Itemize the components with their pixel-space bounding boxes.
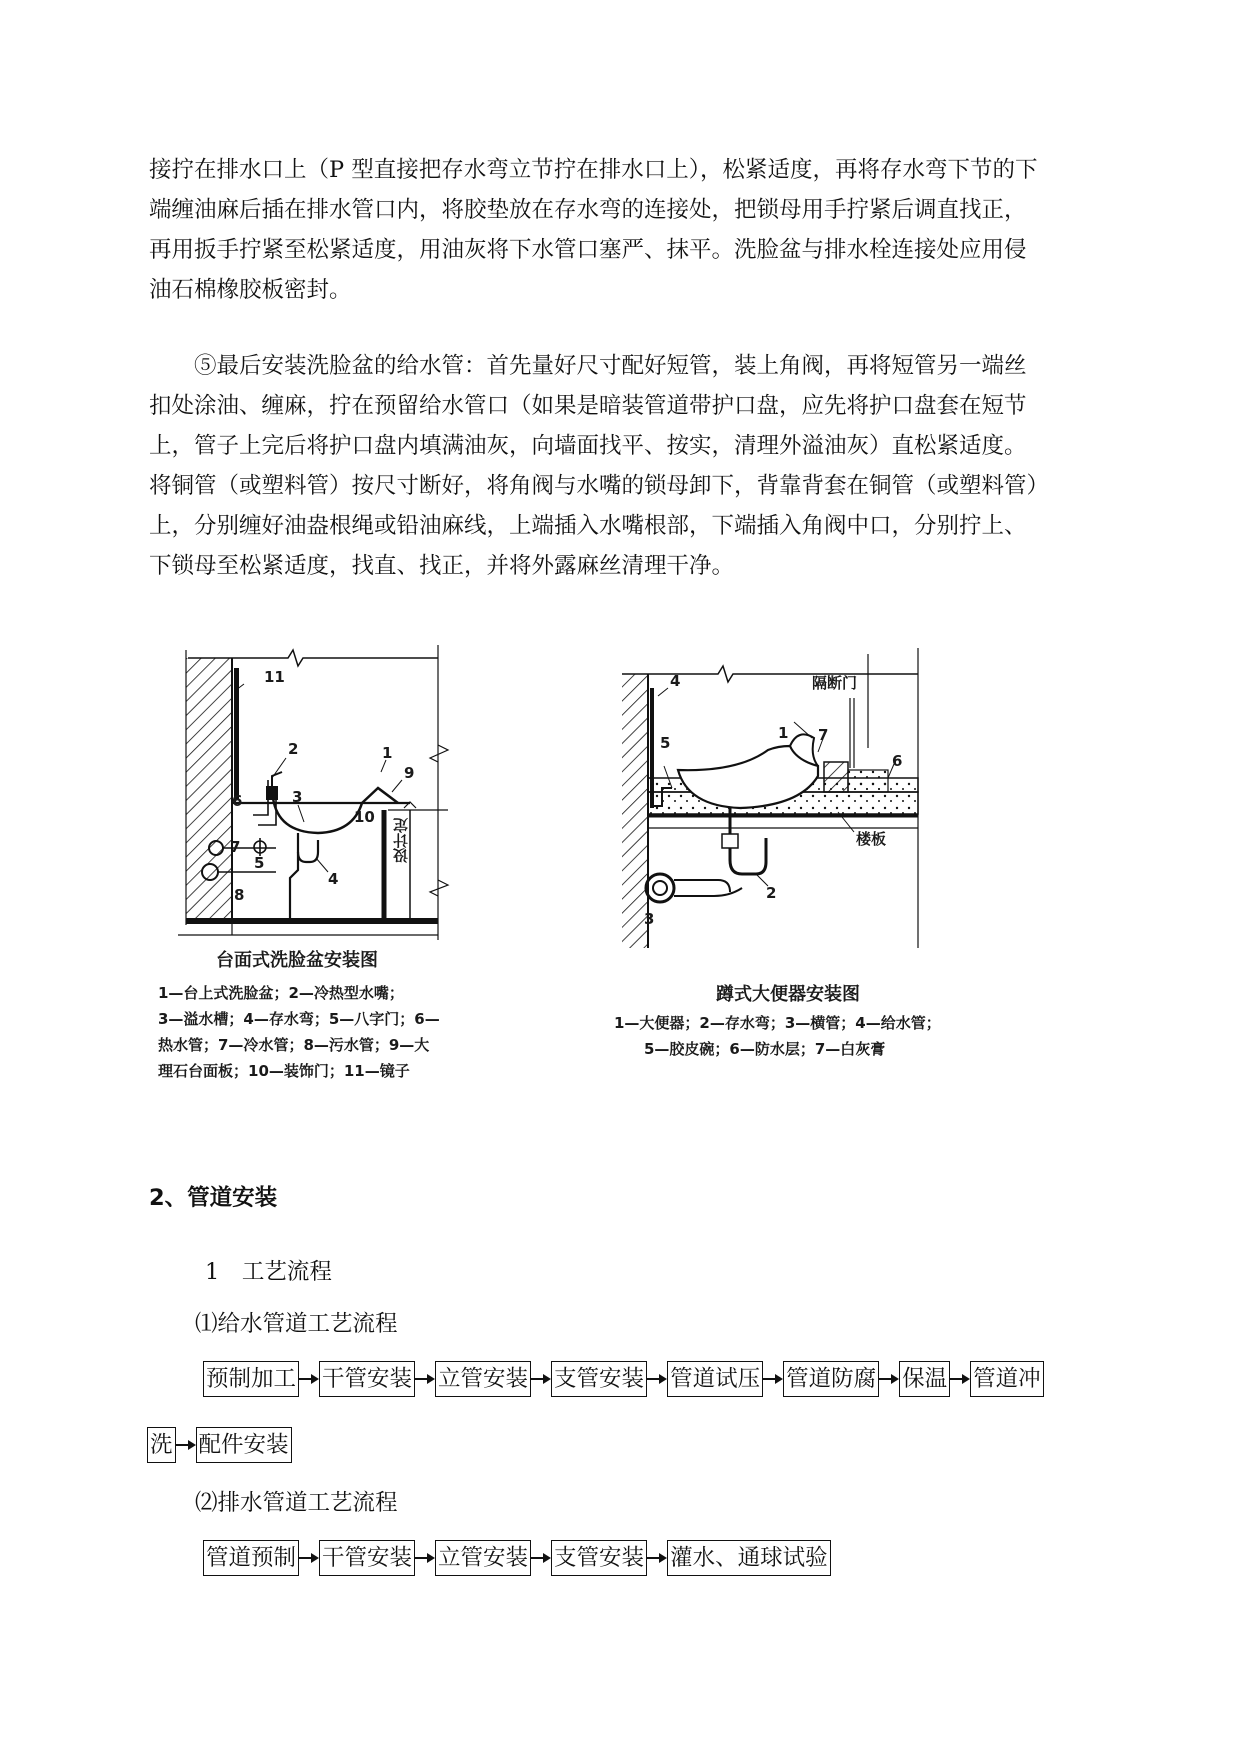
arrow-right-icon	[879, 1362, 899, 1396]
label-2: 2	[766, 884, 777, 902]
text-line: 下锁母至松紧适度，找直、找正，并将外露麻丝清理干净。	[149, 553, 735, 579]
arrow-right-icon	[531, 1362, 551, 1396]
text-line: 将铜管（或塑料管）按尺寸断好，将角阀与水嘴的锁母卸下，背靠背套在铜管（或塑料管）	[149, 473, 1050, 499]
label-door: 隔断门	[812, 674, 858, 692]
flow-step: 灌水、通球试验	[667, 1540, 831, 1576]
arrow-right-icon	[299, 1362, 319, 1396]
section-heading: 2、管道安装	[149, 1185, 278, 1211]
label-4: 4	[328, 870, 339, 888]
drainage-flow-row	[203, 1540, 831, 1576]
legend-line: 1—大便器；2—存水弯；3—横管；4—给水管；	[614, 1014, 941, 1032]
label-design: 设计定	[392, 818, 410, 863]
subsection-title: 1 工艺流程	[205, 1259, 332, 1285]
paragraph-water-supply	[149, 346, 1121, 586]
flow-step: 管道冲	[970, 1361, 1044, 1397]
label-6: 6	[892, 752, 903, 770]
squat-toilet-legend	[614, 1010, 954, 1062]
squat-toilet-drawing	[618, 648, 938, 948]
arrow-right-icon	[763, 1362, 783, 1396]
arrow-right-icon	[950, 1362, 970, 1396]
legend-line: 热水管；7—冷水管；8—污水管；9—大	[158, 1036, 430, 1054]
legend-line: 理石台面板；10—装饰门；11—镜子	[158, 1062, 410, 1080]
text-line: 油石棉橡胶板密封。	[149, 277, 352, 303]
legend-line: 5—胶皮碗；6—防水层；7—白灰膏	[644, 1040, 886, 1058]
arrow-right-icon	[531, 1541, 551, 1575]
arrow-right-icon	[415, 1541, 435, 1575]
flow-step: 立管安装	[435, 1361, 531, 1397]
text-line: 再用扳手拧紧至松紧适度，用油灰将下水管口塞严、抹平。洗脸盆与排水栓连接处应用侵	[149, 237, 1027, 263]
text-line: 接拧在排水口上（P 型直接把存水弯立节拧在排水口上），松紧适度，再将存水弯下节的下	[149, 157, 1038, 183]
flow-step: 管道防腐	[783, 1361, 879, 1397]
label-4: 4	[670, 672, 681, 690]
flow-step: 干管安装	[319, 1540, 415, 1576]
paragraph-drain-connection	[149, 150, 1121, 310]
flow-step: 洗	[147, 1427, 176, 1463]
washbasin-figure-title: 台面式洗脸盆安装图	[216, 950, 378, 971]
flow-step: 支管安装	[551, 1361, 647, 1397]
label-7: 7	[818, 726, 829, 744]
flow-step: 立管安装	[435, 1540, 531, 1576]
flow-step: 管道预制	[203, 1540, 299, 1576]
drainage-flow-title: ⑵排水管道工艺流程	[195, 1490, 398, 1516]
arrow-right-icon	[176, 1428, 196, 1462]
label-9: 9	[404, 764, 415, 782]
squat-toilet-installation-figure	[618, 648, 938, 948]
text-line: 上，分别缠好油盎根绳或铅油麻线，上端插入水嘴根部，下端插入角阀中口，分别拧上、	[149, 513, 1027, 539]
label-3: 3	[644, 910, 655, 928]
label-7: 7	[230, 838, 241, 856]
washbasin-installation-figure	[148, 640, 478, 940]
water-supply-flow-row2	[147, 1427, 292, 1463]
arrow-right-icon	[299, 1541, 319, 1575]
label-5: 5	[254, 854, 265, 872]
flow-step: 配件安装	[196, 1427, 292, 1463]
label-11: 11	[264, 668, 285, 686]
flow-step: 干管安装	[319, 1361, 415, 1397]
washbasin-drawing	[148, 640, 478, 940]
text-line: 扣处涂油、缠麻，拧在预留给水管口（如果是暗装管道带护口盘，应先将护口盘套在短节	[149, 393, 1027, 419]
flow-step: 保温	[899, 1361, 950, 1397]
label-3: 3	[292, 788, 303, 806]
squat-toilet-figure-title: 蹲式大便器安装图	[716, 984, 860, 1005]
label-2: 2	[288, 740, 299, 758]
legend-line: 3—溢水槽；4—存水弯；5—八字门；6—	[158, 1010, 440, 1028]
flow-step: 支管安装	[551, 1540, 647, 1576]
text-line: 端缠油麻后插在排水管口内，将胶垫放在存水弯的连接处，把锁母用手拧紧后调直找正，	[149, 197, 1027, 223]
text-line: ⑤最后安装洗脸盆的给水管：首先量好尺寸配好短管，装上角阀，再将短管另一端丝	[194, 353, 1027, 379]
label-6: 6	[232, 792, 243, 810]
arrow-right-icon	[415, 1362, 435, 1396]
legend-line: 1—台上式洗脸盆；2—冷热型水嘴；	[158, 984, 404, 1002]
water-supply-flow-title: ⑴给水管道工艺流程	[195, 1311, 398, 1337]
arrow-right-icon	[647, 1541, 667, 1575]
label-5: 5	[660, 734, 671, 752]
arrow-right-icon	[647, 1362, 667, 1396]
label-10: 10	[354, 808, 375, 826]
flow-step: 预制加工	[203, 1361, 299, 1397]
water-supply-flow-row1	[203, 1361, 1044, 1397]
text-line: 上，管子上完后将护口盘内填满油灰，向墙面找平、按实，清理外溢油灰）直松紧适度。	[149, 433, 1027, 459]
label-floor: 楼板	[856, 830, 887, 848]
label-1: 1	[778, 724, 789, 742]
label-1: 1	[382, 744, 393, 762]
flow-step: 管道试压	[667, 1361, 763, 1397]
washbasin-legend	[158, 980, 488, 1084]
label-8: 8	[234, 886, 245, 904]
